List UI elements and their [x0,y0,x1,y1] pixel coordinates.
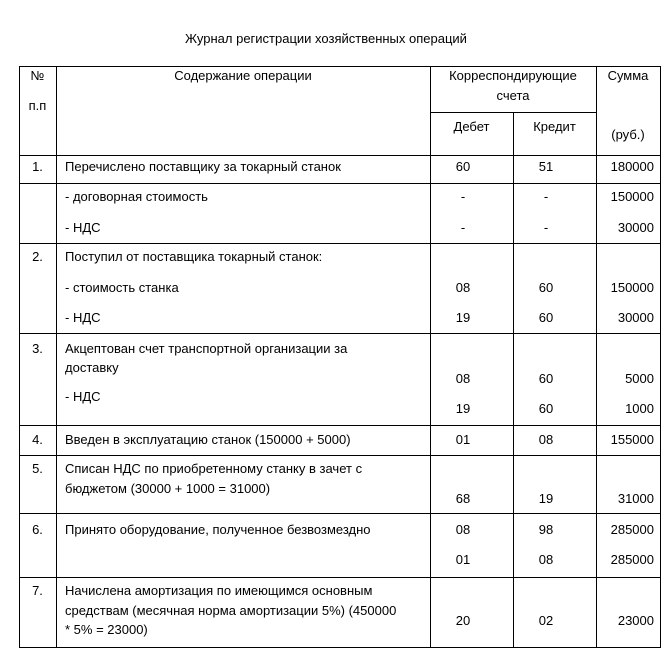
row-text: - НДС [65,389,101,404]
row-debit: 19 [455,401,471,416]
header-content: Содержание операции [174,68,312,83]
row-text: доставку [65,360,119,375]
grid-line [19,513,661,514]
row-credit: 60 [538,280,554,295]
row-debit: 08 [455,280,471,295]
row-text: - договорная стоимость [65,189,208,204]
row-number: 2. [32,249,43,264]
row-sum: 23000 [617,613,654,628]
row-credit: 08 [538,432,554,447]
header-accounts-sub: счета [496,88,530,103]
row-debit: 19 [455,310,471,325]
row-text: Начислена амортизация по имеющимся основным [65,583,373,598]
grid-line [56,66,57,648]
row-text: Введен в эксплуатацию станок (150000 + 5000) [65,432,351,447]
row-number: 1. [32,159,43,174]
row-debit: - [460,220,466,235]
row-debit: 01 [455,552,471,567]
row-credit: - [543,189,549,204]
grid-line [19,333,661,334]
row-text: - НДС [65,220,101,235]
row-debit: 20 [455,613,471,628]
row-credit: 60 [538,401,554,416]
row-number: 7. [32,583,43,598]
header-sum-unit: (руб.) [611,127,645,142]
grid-line [19,425,661,426]
row-text: Акцептован счет транспортной организации за [65,341,348,356]
row-credit: 19 [538,491,554,506]
grid-line [19,577,661,578]
row-text: Поступил от поставщика токарный станок: [65,249,323,264]
header-debit: Дебет [453,119,490,134]
row-text: - стоимость станка [65,280,179,295]
header-sum: Сумма [607,68,649,83]
row-sum: 155000 [610,432,654,447]
grid-line [19,647,661,648]
row-debit: - [460,189,466,204]
row-text: * 5% = 23000) [65,622,148,637]
header-accounts: Корреспондирующие [449,68,577,83]
grid-line [19,66,20,648]
row-credit: 98 [538,522,554,537]
row-debit: 08 [455,522,471,537]
row-sum: 285000 [610,522,654,537]
row-sum: 30000 [617,310,654,325]
row-credit: 60 [538,371,554,386]
row-credit: 08 [538,552,554,567]
row-credit: 51 [538,159,554,174]
row-sum: 150000 [610,189,654,204]
row-sum: 31000 [617,491,654,506]
header-no: № [30,68,45,83]
row-sum: 285000 [610,552,654,567]
grid-line [660,66,661,648]
row-text: Перечислено поставщику за токарный станок [65,159,341,174]
header-no-pp: п.п [28,98,47,113]
row-credit: 02 [538,613,554,628]
row-credit: - [543,220,549,235]
row-debit: 68 [455,491,471,506]
grid-line [19,155,661,156]
row-text: Принято оборудование, полученное безвозмездно [65,522,371,537]
grid-line [19,455,661,456]
row-number: 3. [32,341,43,356]
row-text: средствам (месячная норма амортизации 5%) (450000 [65,603,397,618]
row-text: Списан НДС по приобретенному станку в зачет с [65,461,363,476]
row-number: 6. [32,522,43,537]
row-debit: 60 [455,159,471,174]
row-text: бюджетом (30000 + 1000 = 31000) [65,481,271,496]
header-credit: Кредит [533,119,576,134]
grid-line [19,183,661,184]
row-sum: 5000 [625,371,654,386]
row-sum: 30000 [617,220,654,235]
row-number: 4. [32,432,43,447]
row-sum: 1000 [625,401,654,416]
row-debit: 01 [455,432,471,447]
row-debit: 08 [455,371,471,386]
row-number: 5. [32,461,43,476]
grid-line [19,243,661,244]
row-credit: 60 [538,310,554,325]
row-sum: 150000 [610,280,654,295]
journal-title: Журнал регистрации хозяйственных операций [185,31,467,46]
row-text: - НДС [65,310,101,325]
row-sum: 180000 [610,159,654,174]
